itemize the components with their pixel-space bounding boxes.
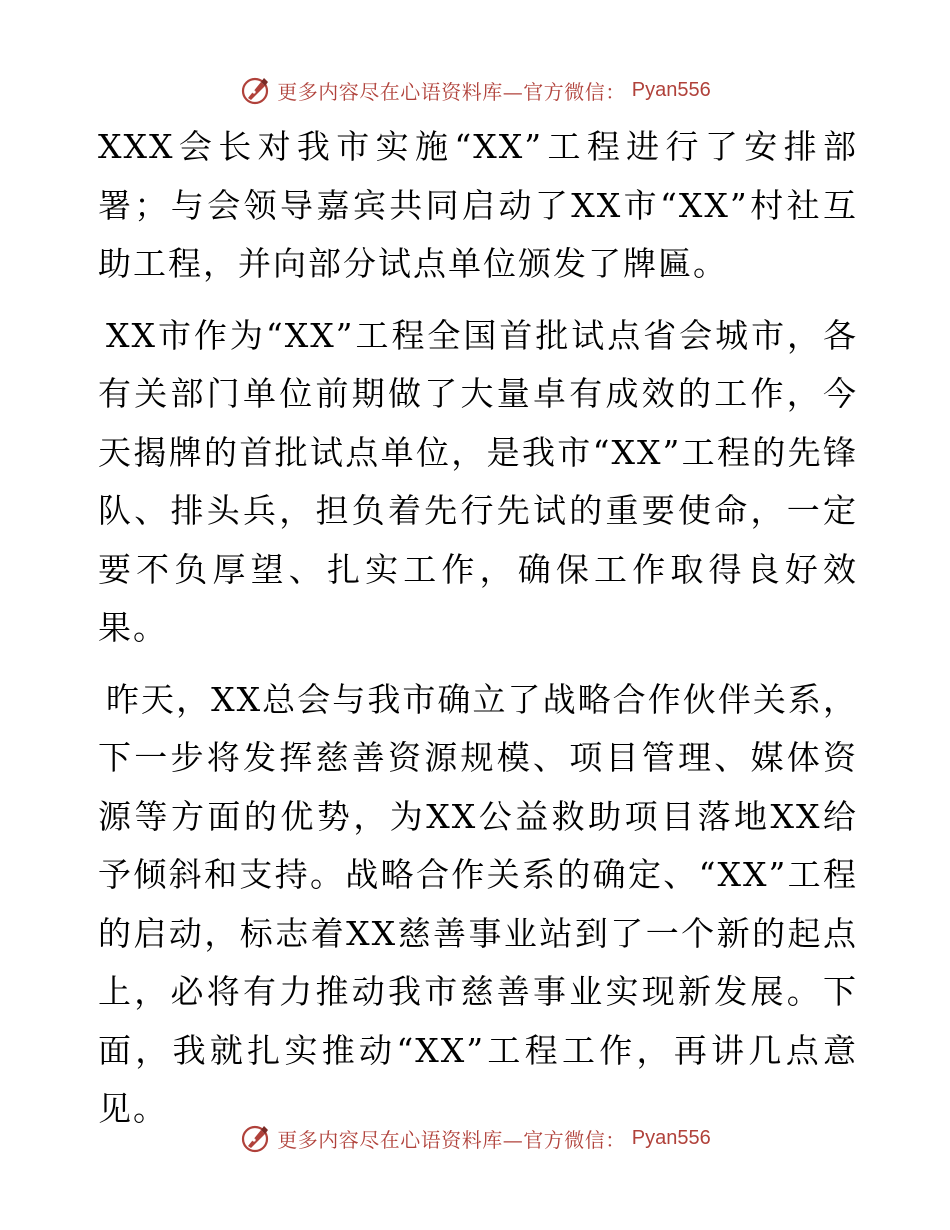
paragraph-3: 昨天，XX总会与我市确立了战略合作伙伴关系，下一步将发挥慈善资源规模、项目管理、媒体资源等方面的优势，为XX公益救助项目落地XX给予倾斜和支持。战略合作关系的确定、“XX”工程的启动，标志着XX慈善事业站到了一个新的起点上，必将有力推动我市慈善事业实现新发展。下面，我就扎实推动“XX”工程工作，再讲几点意见。 [98,679,858,1128]
watermark-wechat-id: Pyan556 [631,78,711,101]
watermark-text: 更多内容尽在心语资料库—官方微信： [277,1127,626,1152]
pen-nib-logo-icon [239,74,271,106]
document-body [98,118,858,1139]
paragraph-1: XXX会长对我市实施“XX”工程进行了安排部署；与会领导嘉宾共同启动了XX市“XX”村社互助工程，并向部分试点单位颁发了牌匾。 [98,127,858,283]
footer-watermark [0,1118,950,1158]
watermark-wechat-id: Pyan556 [631,1126,711,1149]
pen-nib-logo-icon [239,1122,271,1154]
paragraph-2: XX市作为“XX”工程全国首批试点省会城市，各有关部门单位前期做了大量卓有成效的工作，今天揭牌的首批试点单位，是我市“XX”工程的先锋队、排头兵，担负着先行先试的重要使命，一定要不负厚望、扎实工作，确保工作取得良好效果。 [98,315,858,647]
header-watermark [0,70,950,110]
watermark-text: 更多内容尽在心语资料库—官方微信： [277,79,626,104]
